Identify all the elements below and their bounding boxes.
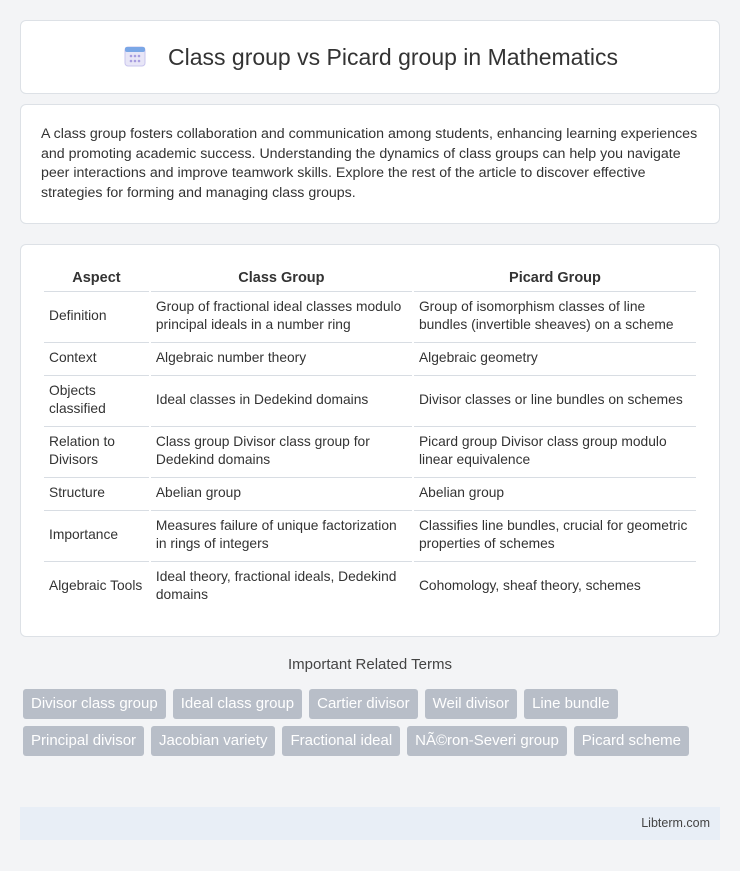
row-aspect: Context [44,342,149,373]
tag-principal-divisor[interactable]: Principal divisor [23,726,144,756]
related-terms-tags [23,689,723,763]
tag-divisor-class-group[interactable]: Divisor class group [23,689,166,719]
page-title: Class group vs Picard group in Mathematics [168,43,618,70]
row-picard-group: Divisor classes or line bundles on schemes [414,375,696,424]
tag-fractional-ideal[interactable]: Fractional ideal [282,726,400,756]
tag-weil-divisor[interactable]: Weil divisor [425,689,517,719]
header-class-group: Class Group [238,270,325,286]
table-row [44,426,696,475]
header-card [20,20,720,94]
row-picard-group: Cohomology, sheaf theory, schemes [414,561,696,610]
row-class-group: Ideal theory, fractional ideals, Dedekind domains [151,561,412,610]
row-class-group: Measures failure of unique factorization in rings of integers [151,510,412,559]
row-aspect: Objects classified [44,375,149,424]
header-aspect: Aspect [72,270,121,286]
related-terms-title: Important Related Terms [288,656,452,673]
table-row [44,342,696,373]
row-picard-group: Group of isomorphism classes of line bundles (invertible sheaves) on a scheme [414,291,696,340]
row-aspect: Definition [44,291,149,340]
intro-text: A class group fosters collaboration and communication among students, enhancing learning experiences and promoting academic success. Understanding the dynamics of class groups can help you navigate peer interactions and improve teamwork skills. Explore the rest of the article to discover effective strategies for forming and managing class groups. [41,126,698,201]
tag-neron-severi-group[interactable]: NÃ©ron-Severi group [407,726,567,756]
row-class-group: Abelian group [151,477,412,508]
tag-jacobian-variety[interactable]: Jacobian variety [151,726,275,756]
row-class-group: Group of fractional ideal classes modulo principal ideals in a number ring [151,291,412,340]
tag-line-bundle[interactable]: Line bundle [524,689,618,719]
table-header-row [44,267,696,289]
calendar-icon [122,43,148,69]
row-aspect: Relation to Divisors [44,426,149,475]
row-aspect: Algebraic Tools [44,561,149,610]
row-picard-group: Picard group Divisor class group modulo linear equivalence [414,426,696,475]
row-class-group: Algebraic number theory [151,342,412,373]
intro-card [20,104,720,224]
table-row [44,561,696,610]
comparison-table-card [20,244,720,637]
row-picard-group: Algebraic geometry [414,342,696,373]
table-row [44,477,696,508]
row-aspect: Structure [44,477,149,508]
tag-ideal-class-group[interactable]: Ideal class group [173,689,302,719]
row-picard-group: Classifies line bundles, crucial for geometric properties of schemes [414,510,696,559]
row-aspect: Importance [44,510,149,559]
row-picard-group: Abelian group [414,477,696,508]
row-class-group: Ideal classes in Dedekind domains [151,375,412,424]
comparison-table [42,265,698,612]
row-class-group: Class group Divisor class group for Dedekind domains [151,426,412,475]
tag-cartier-divisor[interactable]: Cartier divisor [309,689,418,719]
table-row [44,510,696,559]
table-row [44,291,696,340]
footer [20,807,720,840]
footer-site-link[interactable]: Libterm.com [641,816,710,830]
tag-picard-scheme[interactable]: Picard scheme [574,726,689,756]
table-row [44,375,696,424]
header-picard-group: Picard Group [509,270,601,286]
